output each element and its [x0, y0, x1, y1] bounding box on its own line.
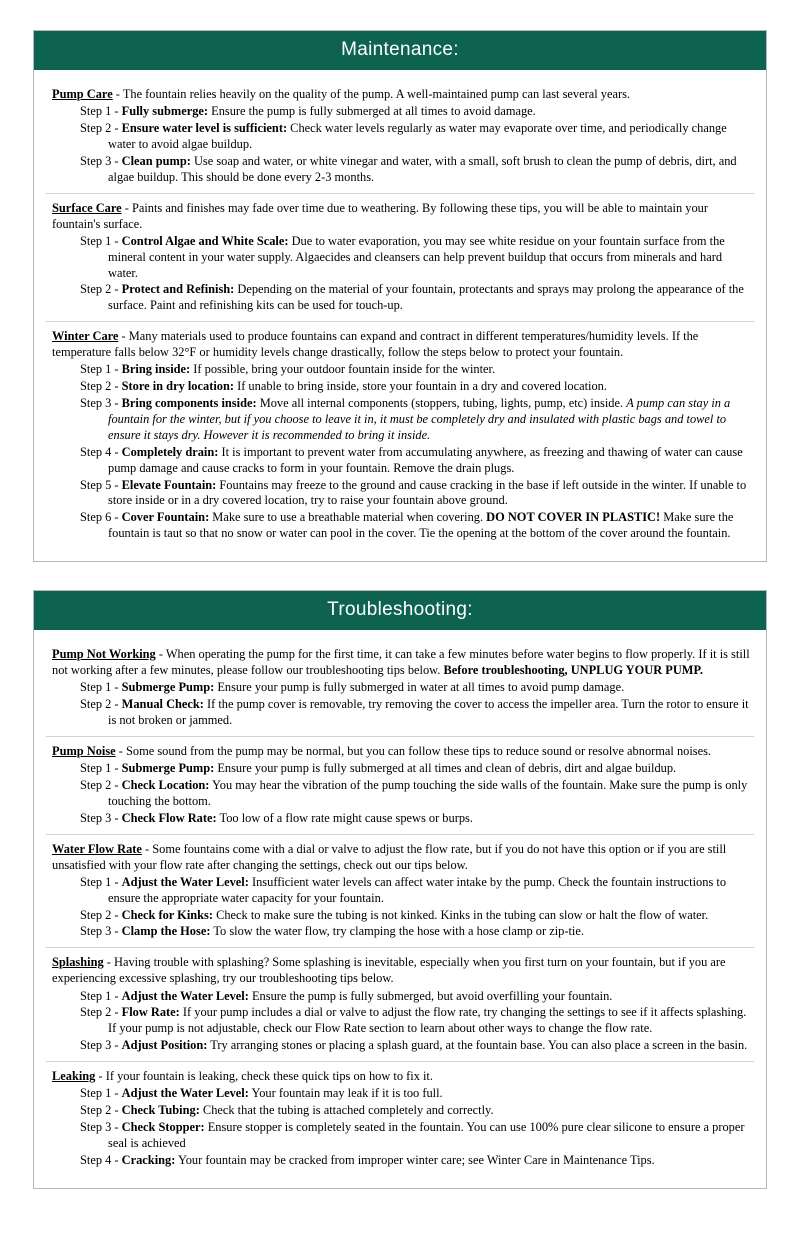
step-label: Clamp the Hose: [121, 924, 211, 939]
step-number: Step 2 - [80, 697, 122, 712]
step-label: Adjust the Water Level: [121, 988, 249, 1003]
step-text: Insufficient water levels can affect water intake by the pump. Check the fountain instructions to ensure the appropriate water capacity for your fountain. [108, 874, 727, 905]
step-list [46, 362, 754, 542]
block-title: Winter Care [52, 329, 119, 344]
step-text: Try arranging stones or placing a splash guard, at the fountain base. You can also place a screen in the basin. [207, 1038, 748, 1053]
step-label: Check for Kinks: [121, 907, 213, 922]
step-label: Fully submerge: [121, 104, 209, 119]
block-title-separator: - [141, 841, 153, 856]
section-maintenance [33, 30, 767, 562]
step-number: Step 5 - [80, 477, 122, 492]
step-text: If your pump includes a dial or valve to adjust the flow rate, try changing the settings to see if it affects splashing. If your pump is not adjustable, check our Flow Rate section to learn about other ways to change the flow rate. [108, 1005, 747, 1036]
step-item [46, 396, 754, 444]
section-body [34, 630, 766, 1188]
step-number: Step 1 - [80, 362, 122, 377]
step-item [46, 761, 754, 777]
step-item [46, 1103, 754, 1119]
sections-root [33, 30, 767, 1189]
step-text: Move all internal components (stoppers, tubing, lights, pump, etc) inside. [256, 396, 627, 411]
block-title-separator: - [118, 329, 129, 344]
section-body [34, 70, 766, 561]
block-intro [46, 841, 754, 873]
step-label: Ensure water level is sufficient: [121, 121, 288, 135]
step-text: Too low of a flow rate might cause spews or burps. [216, 810, 473, 825]
block-intro [46, 954, 754, 986]
block-winter-care [46, 322, 754, 549]
step-label: Submerge Pump: [121, 761, 215, 775]
step-number: Step 2 - [80, 379, 122, 394]
step-text: Check that the tubing is attached completely and correctly. [199, 1103, 494, 1117]
step-text: Your fountain may leak if it is too full. [248, 1086, 443, 1101]
section-title: Maintenance: [34, 31, 766, 70]
step-text: If unable to bring inside, store your fountain in a dry and covered location. [233, 379, 607, 394]
step-item [46, 1005, 754, 1037]
step-text: Depending on the material of your fountain, protectants and sprays may prolong the appearance of the surface. Paint and refinishing kits can be used for touch-up. [108, 282, 744, 313]
step-item [46, 924, 754, 940]
step-text: Ensure the pump is fully submerged at all times to avoid damage. [208, 104, 536, 119]
step-label: Control Algae and White Scale: [121, 233, 289, 248]
step-text: Your fountain may be cracked from improper winter care; see Winter Care in Maintenance Tips. [175, 1152, 655, 1167]
step-label: Bring components inside: [121, 396, 257, 411]
step-text: You may hear the vibration of the pump touching the side walls of the fountain. Make sure the pump is only touching the bottom. [108, 777, 748, 808]
step-item [46, 989, 754, 1005]
step-item [46, 104, 754, 120]
step-number: Step 3 - [80, 924, 122, 939]
block-surface-care [46, 194, 754, 323]
step-item [46, 121, 754, 153]
step-item [46, 908, 754, 924]
step-item [46, 1120, 754, 1152]
step-text: Ensure the pump is fully submerged, but avoid overfilling your fountain. [248, 988, 613, 1003]
step-number: Step 1 - [80, 680, 122, 695]
step-number: Step 2 - [80, 907, 122, 922]
block-intro-text: Some fountains come with a dial or valve to adjust the flow rate, but if you do not have this option or if you are still unsatisfied with your flow rate after changing the settings, check out our tips below. [52, 841, 727, 872]
block-title-separator: - [155, 647, 166, 661]
step-text: Due to water evaporation, you may see white residue on your fountain surface from the mineral content in your water supply. Algaecides and cleansers can help prevent buildup that occurs from minerals and hard water. [108, 233, 725, 280]
step-number: Step 4 - [80, 1152, 122, 1167]
step-number: Step 2 - [80, 1103, 122, 1117]
step-item [46, 282, 754, 314]
block-pump-noise [46, 737, 754, 835]
step-number: Step 2 - [80, 282, 122, 297]
step-item [46, 154, 754, 186]
step-item [46, 1038, 754, 1054]
block-intro [46, 328, 754, 360]
step-list [46, 1086, 754, 1168]
step-list [46, 875, 754, 941]
block-leaking [46, 1062, 754, 1176]
step-label: Submerge Pump: [121, 680, 215, 695]
block-title: Water Flow Rate [52, 841, 142, 856]
block-intro-emphasis: Before troubleshooting, UNPLUG YOUR PUMP. [443, 663, 703, 678]
step-label: Flow Rate: [121, 1005, 180, 1020]
section-troubleshooting [33, 590, 767, 1189]
block-title: Pump Not Working [52, 647, 156, 661]
step-item [46, 510, 754, 542]
block-intro-text: If your fountain is leaking, check these quick tips on how to fix it. [105, 1069, 433, 1083]
block-title-separator: - [103, 955, 114, 970]
step-number: Step 6 - [80, 510, 122, 525]
step-list [46, 761, 754, 827]
step-text: To slow the water flow, try clamping the hose with a hose clamp or zip-tie. [210, 924, 584, 939]
step-item [46, 811, 754, 827]
step-text-continued: Make sure the fountain is taut so that no snow or water can pool in the cover. Tie the opening at the bottom of the cover around the fountain. [108, 510, 734, 541]
block-intro-text: Some sound from the pump may be normal, but you can follow these tips to reduce sound or resolve abnormal noises. [126, 743, 712, 758]
block-intro-text: Many materials used to produce fountains can expand and contract in different temperatures/humidity levels. If the temperature falls below 32°F or humidity levels change drastically, follow the steps below to protect your fountain. [52, 329, 699, 360]
block-title: Pump Noise [52, 743, 116, 758]
step-label: Check Location: [121, 777, 210, 792]
block-intro [46, 1068, 754, 1084]
block-pump-care [46, 80, 754, 194]
step-label: Adjust the Water Level: [121, 1086, 249, 1101]
block-intro-text: Having trouble with splashing? Some splashing is inevitable, especially when you first turn on your fountain, but if you are experiencing excessive splashing, try our troubleshooting tips below. [52, 955, 726, 986]
step-label: Adjust the Water Level: [121, 874, 249, 889]
step-item [46, 379, 754, 395]
section-title: Troubleshooting: [34, 591, 766, 630]
step-label: Manual Check: [121, 697, 204, 712]
step-text: If the pump cover is removable, try removing the cover to access the impeller area. Turn the rotor to ensure it is not broken or jammed. [108, 697, 749, 727]
step-label: Check Stopper: [121, 1119, 205, 1134]
step-item [46, 445, 754, 477]
step-number: Step 1 - [80, 874, 122, 889]
step-item [46, 234, 754, 282]
step-text: Ensure your pump is fully submerged in water at all times to avoid pump damage. [214, 680, 625, 695]
step-number: Step 4 - [80, 444, 122, 459]
step-number: Step 1 - [80, 104, 122, 119]
step-item [46, 697, 754, 729]
step-number: Step 2 - [80, 1005, 122, 1020]
step-label: Elevate Fountain: [121, 477, 217, 492]
block-title: Leaking [52, 1069, 96, 1083]
step-number: Step 1 - [80, 761, 122, 775]
step-item [46, 1086, 754, 1102]
step-label: Bring inside: [121, 362, 191, 377]
block-intro-text: Paints and finishes may fade over time due to weathering. By following these tips, you will be able to maintain your fountain's surface. [52, 200, 708, 231]
step-text: Use soap and water, or white vinegar and water, with a small, soft brush to clean the pump of debris, dirt, and algae buildup. This should be done every 2-3 months. [108, 153, 737, 184]
block-intro [46, 200, 754, 232]
step-number: Step 2 - [80, 121, 122, 135]
block-pump-not-working [46, 640, 754, 737]
step-text: If possible, bring your outdoor fountain inside for the winter. [190, 362, 496, 377]
step-item [46, 362, 754, 378]
step-number: Step 1 - [80, 1086, 122, 1101]
step-text: Check water levels regularly as water may evaporate over time, and periodically change water to avoid algae buildup. [108, 121, 727, 151]
block-title-separator: - [115, 743, 127, 758]
step-number: Step 3 - [80, 153, 122, 168]
step-item [46, 778, 754, 810]
step-label: Clean pump: [121, 153, 191, 168]
step-item [46, 680, 754, 696]
step-label: Store in dry location: [121, 379, 234, 394]
step-label: Cover Fountain: [121, 510, 210, 525]
step-number: Step 3 - [80, 1038, 122, 1053]
step-item [46, 875, 754, 907]
step-number: Step 3 - [80, 396, 122, 411]
step-text: Check to make sure the tubing is not kinked. Kinks in the tubing can slow or halt the flow of water. [213, 907, 709, 922]
step-label: Cracking: [121, 1152, 176, 1167]
block-title-separator: - [112, 87, 123, 101]
step-text: Ensure stopper is completely seated in the fountain. You can use 100% pure clear silicone to ensure a proper seal is achieved [108, 1119, 745, 1150]
block-intro [46, 86, 754, 102]
block-water-flow-rate [46, 835, 754, 949]
step-number: Step 3 - [80, 810, 122, 825]
step-list [46, 680, 754, 729]
step-label: Check Tubing: [121, 1103, 200, 1117]
step-number: Step 2 - [80, 777, 122, 792]
block-intro-text: When operating the pump for the first time, it can take a few minutes before water begins to flow properly. If it is still not working after a few minutes, please follow our troubleshooting tips below. [52, 647, 750, 678]
block-intro-text: The fountain relies heavily on the quality of the pump. A well-maintained pump can last several years. [122, 87, 630, 101]
step-item [46, 478, 754, 510]
step-number: Step 1 - [80, 988, 122, 1003]
block-title: Pump Care [52, 87, 113, 101]
step-text: It is important to prevent water from accumulating anywhere, as freezing and thawing of water can cause pump damage and cause cracks to form in your fountain. Remove the drain plugs. [108, 444, 743, 475]
block-title: Surface Care [52, 200, 122, 215]
step-label: Completely drain: [121, 444, 219, 459]
step-text: Ensure your pump is fully submerged at all times and clean of debris, dirt and algae buildup. [214, 761, 677, 775]
step-label: Check Flow Rate: [121, 810, 217, 825]
step-text: Fountains may freeze to the ground and cause cracking in the base if left outside in the winter. If unable to store inside or in a dry covered location, try to raise your fountain above ground. [108, 477, 747, 508]
step-list [46, 234, 754, 314]
block-intro [46, 646, 754, 678]
step-number: Step 3 - [80, 1119, 122, 1134]
block-title-separator: - [95, 1069, 106, 1083]
step-label: Adjust Position: [121, 1038, 208, 1053]
step-note-italic: A pump can stay in a fountain for the winter, but if you choose to leave it in, it must be completely dry and insulated with plastic bags and towel to ensure it stays dry. However it is recommended to bring it inside. [108, 396, 731, 442]
step-text: Make sure to use a breathable material when covering. [209, 510, 487, 525]
step-item [46, 1153, 754, 1169]
block-intro [46, 743, 754, 759]
block-splashing [46, 948, 754, 1062]
block-title-separator: - [121, 200, 132, 215]
step-label: Protect and Refinish: [121, 282, 235, 297]
step-number: Step 1 - [80, 233, 122, 248]
block-title: Splashing [52, 955, 104, 970]
step-list [46, 104, 754, 185]
step-list [46, 989, 754, 1055]
step-warning: DO NOT COVER IN PLASTIC! [486, 510, 661, 525]
